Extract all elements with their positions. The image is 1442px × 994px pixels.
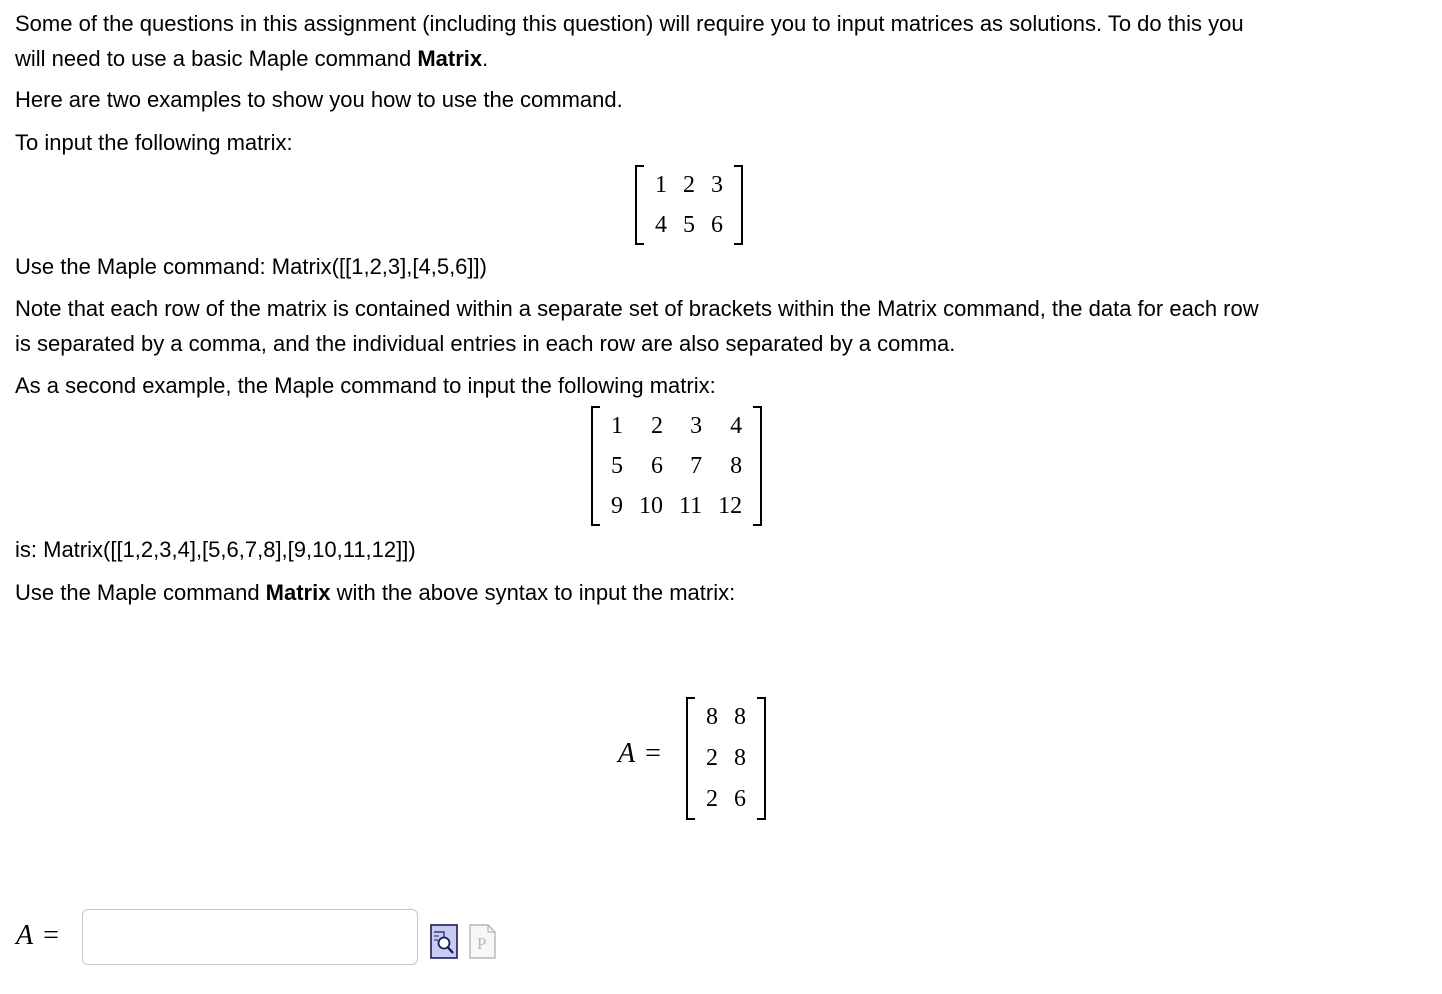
matrix-entry: 8 bbox=[730, 453, 743, 479]
intro-line-2-start: will need to use a basic Maple command bbox=[15, 46, 418, 71]
intro-line-2-end: . bbox=[482, 46, 489, 71]
left-bracket bbox=[635, 165, 644, 245]
svg-text:P: P bbox=[477, 934, 487, 953]
matrix-entry: 8 bbox=[706, 704, 718, 730]
target-variable: A bbox=[618, 738, 636, 769]
right-bracket bbox=[753, 406, 762, 526]
first-example-intro: To input the following matrix: bbox=[15, 130, 293, 155]
matrix-entry: 2 bbox=[706, 786, 718, 812]
example-matrix-2-entries bbox=[600, 406, 753, 526]
second-example-intro: As a second example, the Maple command to input the following matrix: bbox=[15, 373, 716, 398]
matrix-entry: 8 bbox=[734, 745, 746, 771]
target-matrix bbox=[686, 697, 766, 820]
matrix-entry: 6 bbox=[711, 212, 723, 238]
matrix-entry: 10 bbox=[639, 493, 663, 519]
target-matrix-entries bbox=[695, 697, 757, 820]
matrix-entry: 6 bbox=[651, 453, 663, 479]
target-equals-sign: = bbox=[645, 738, 661, 769]
answer-variable: A bbox=[16, 920, 34, 951]
syntax-note-line-2: is separated by a comma, and the individual entries in each row are also separated by a comma. bbox=[15, 331, 956, 356]
matrix-entry: 6 bbox=[734, 786, 746, 812]
matrix-entry: 3 bbox=[690, 413, 703, 439]
matrix-entry: 5 bbox=[683, 212, 695, 238]
right-bracket bbox=[734, 165, 743, 245]
examples-intro: Here are two examples to show you how to use the command. bbox=[15, 87, 623, 112]
first-example-command: Use the Maple command: Matrix([[1,2,3],[4,5,6]]) bbox=[15, 254, 487, 279]
left-bracket bbox=[686, 697, 695, 820]
syntax-note-line-1: Note that each row of the matrix is contained within a separate set of brackets within the Matrix command, the data for each row bbox=[15, 296, 1259, 321]
left-bracket bbox=[591, 406, 600, 526]
task-matrix-command-bold: Matrix bbox=[265, 580, 331, 605]
matrix-entry: 8 bbox=[734, 704, 746, 730]
matrix-entry: 2 bbox=[651, 413, 663, 439]
answer-label bbox=[16, 920, 59, 952]
preview-icon[interactable] bbox=[430, 922, 460, 960]
example-matrix-1 bbox=[635, 165, 743, 245]
intro-paragraph bbox=[15, 6, 1244, 76]
target-matrix-label bbox=[618, 738, 661, 770]
right-bracket bbox=[757, 697, 766, 820]
matrix-entry: 3 bbox=[711, 172, 723, 198]
task-instruction bbox=[15, 575, 735, 610]
example-matrix-2 bbox=[591, 406, 762, 526]
answer-equals-sign: = bbox=[43, 920, 59, 951]
task-instruction-end: with the above syntax to input the matrix: bbox=[330, 580, 736, 605]
matrix-entry: 4 bbox=[655, 212, 667, 238]
matrix-entry: 12 bbox=[718, 493, 743, 519]
matrix-entry: 4 bbox=[730, 413, 743, 439]
task-instruction-start: Use the Maple command bbox=[15, 580, 266, 605]
matrix-entry: 2 bbox=[683, 172, 695, 198]
matrix-entry: 2 bbox=[706, 745, 718, 771]
matrix-entry: 1 bbox=[655, 172, 667, 198]
answer-input[interactable] bbox=[82, 909, 418, 965]
maple-syntax-icon[interactable] bbox=[468, 922, 498, 960]
matrix-entry: 7 bbox=[690, 453, 703, 479]
matrix-entry: 1 bbox=[611, 413, 623, 439]
second-example-command: is: Matrix([[1,2,3,4],[5,6,7,8],[9,10,11,12]]) bbox=[15, 537, 416, 562]
matrix-entry: 11 bbox=[679, 493, 703, 519]
syntax-note bbox=[15, 291, 1259, 361]
matrix-command-bold: Matrix bbox=[417, 46, 483, 71]
matrix-entry: 5 bbox=[611, 453, 623, 479]
matrix-entry: 9 bbox=[611, 493, 623, 519]
example-matrix-1-entries bbox=[644, 165, 734, 245]
intro-line-1: Some of the questions in this assignment (including this question) will require you to input matrices as solutions. To do this you bbox=[15, 11, 1244, 36]
